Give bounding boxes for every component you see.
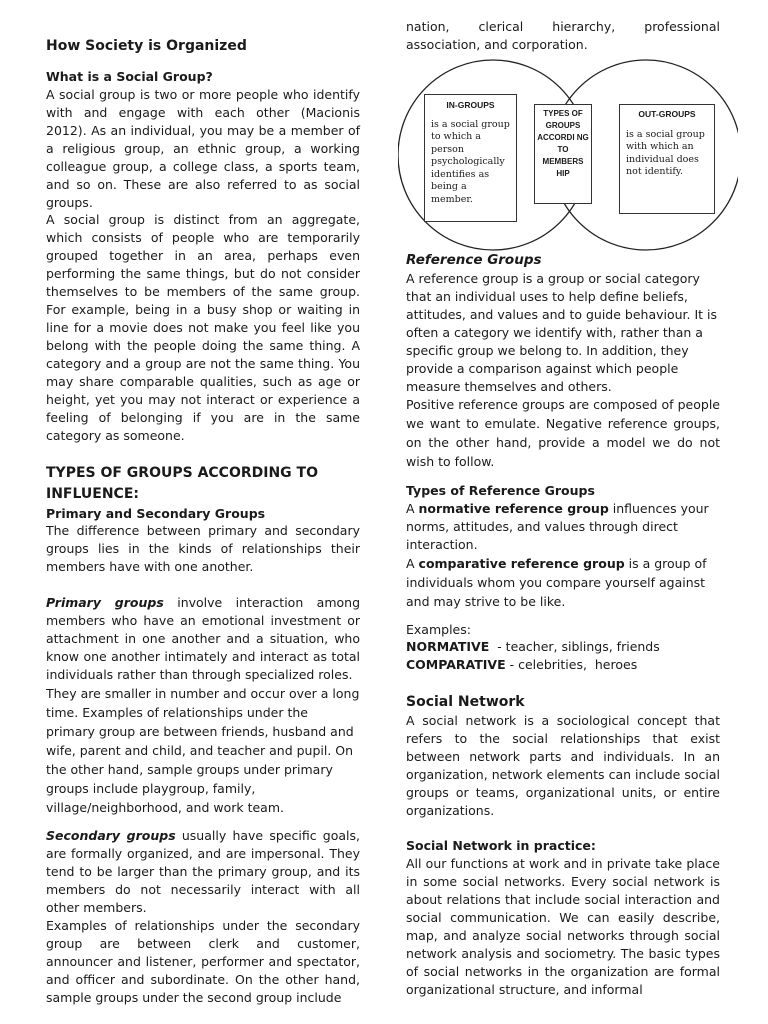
continued-text: nation, clerical hierarchy, professional association, and corporation. (406, 19, 720, 52)
in-groups-title: IN-GROUPS (446, 100, 495, 110)
types-by-membership-label: TYPES OF GROUPS ACCORDI NG TO MEMBERS HIP (537, 109, 589, 178)
comparative-definition: A comparative reference group is a group of individuals whom you compare yourself against and may strive to be like. (406, 556, 707, 609)
what-is-social-group-heading: What is a Social Group? (46, 69, 213, 84)
normative-term: normative reference group (418, 501, 609, 516)
types-by-membership-box (534, 104, 592, 204)
normative-definition: A normative reference group influences your norms, attitudes, and values through direct interaction. (406, 501, 709, 552)
examples-label: Examples: (406, 622, 471, 637)
reference-groups-heading: Reference Groups (406, 252, 542, 268)
types-by-influence-heading: TYPES OF GROUPS ACCORDING TO INFLUENCE: (46, 465, 318, 502)
social-network-heading: Social Network (406, 694, 525, 710)
social-group-definition: A social group is two or more people who identify with and engage with each other (Macionis 2012). As an individual, you may be a member of a religious group, an ethnic group, a working colleague group, a college class, a sports team, and so on. These are also referred to as social groups. (46, 87, 360, 210)
primary-groups-term: Primary groups (46, 595, 164, 610)
social-network-paragraph: A social network is a sociological concept that refers to the social relationships that exist between network parts and individuals. In an organization, network elements can include social groups or teams, organizational units, or entire organizations. (406, 713, 720, 818)
reference-groups-paragraph: A reference group is a group or social category that an individual uses to help define beliefs, attitudes, and values and to guide behaviour. It is often a category we identify with, rather than a specific group we belong to. In addition, they provide a comparison against which people measure themselves and others. (406, 271, 718, 394)
in-groups-box (424, 94, 517, 222)
group-membership-venn (398, 52, 738, 258)
social-network-practice-heading: Social Network in practice: (406, 838, 596, 853)
secondary-groups-term: Secondary groups (46, 828, 176, 843)
out-groups-title: OUT-GROUPS (638, 109, 696, 119)
positive-negative-paragraph: Positive reference groups are composed of people we want to emulate. Negative reference groups, on the other hand, provide a model we do not wish to follow. (406, 397, 720, 469)
primary-groups-paragraph: Primary groups involve interaction among members who have an emotional investment or attachment in one another and a situation, who know one another intimately and interact as total individuals rather than through specialized roles. (46, 595, 360, 682)
aggregate-paragraph: A social group is distinct from an aggregate, which consists of people who are temporarily grouped together in an area, perhaps even performing the same things, but do not consider themselves to be members of the same group. For example, being in a busy shop or waiting in line for a movie does not make you feel like you belong with the people doing the same thing. A category and a group are not the same thing. You may share comparable qualities, such as age or height, yet you may not interact or experience a feeling of belonging if you are in the same category as someone. (46, 212, 360, 443)
primary-secondary-heading: Primary and Secondary Groups (46, 506, 266, 521)
page-title: How Society is Organized (46, 38, 247, 54)
out-groups-box (619, 104, 715, 214)
secondary-groups-details: Examples of relationships under the secondary group are between clerk and customer, announcer and listener, performer and spectator, and officer and subordinate. On the other hand, sample groups under the second group include (46, 918, 360, 1005)
primary-groups-details: They are smaller in number and occur over a long time. Examples of relationships under the primary group are between friends, husband and wife, parent and child, and teacher and pupil. On the other hand, sample groups under primary groups include playgroup, family, village/neighborhood, and work team. (46, 686, 360, 815)
normative-example: NORMATIVE - teacher, siblings, friends (406, 639, 660, 654)
primary-secondary-intro: The difference between primary and secondary groups lies in the kinds of relationships their members have with one another. (46, 523, 360, 574)
social-network-practice-paragraph: All our functions at work and in private take place in some social networks. Every social network is about relations that include social interaction and social communication. We can easily describe, map, and analyze social networks through social network analysis and sociometry. The basic types of social networks in the organization are formal organizational structure, and informal (406, 856, 720, 997)
comparative-example: COMPARATIVE - celebrities, heroes (406, 657, 638, 672)
out-groups-description: is a social group with which an individual does not identify. (626, 128, 705, 177)
in-groups-description: is a social group to which a person psychologically identifies as being a member. (431, 118, 510, 205)
secondary-groups-paragraph: Secondary groups usually have specific goals, are formally organized, and are impersonal. They tend to be larger than the primary group, and its members do not necessarily interact with all other members. (46, 828, 360, 915)
comparative-term: comparative reference group (418, 556, 625, 571)
types-of-reference-groups-heading: Types of Reference Groups (406, 483, 595, 498)
